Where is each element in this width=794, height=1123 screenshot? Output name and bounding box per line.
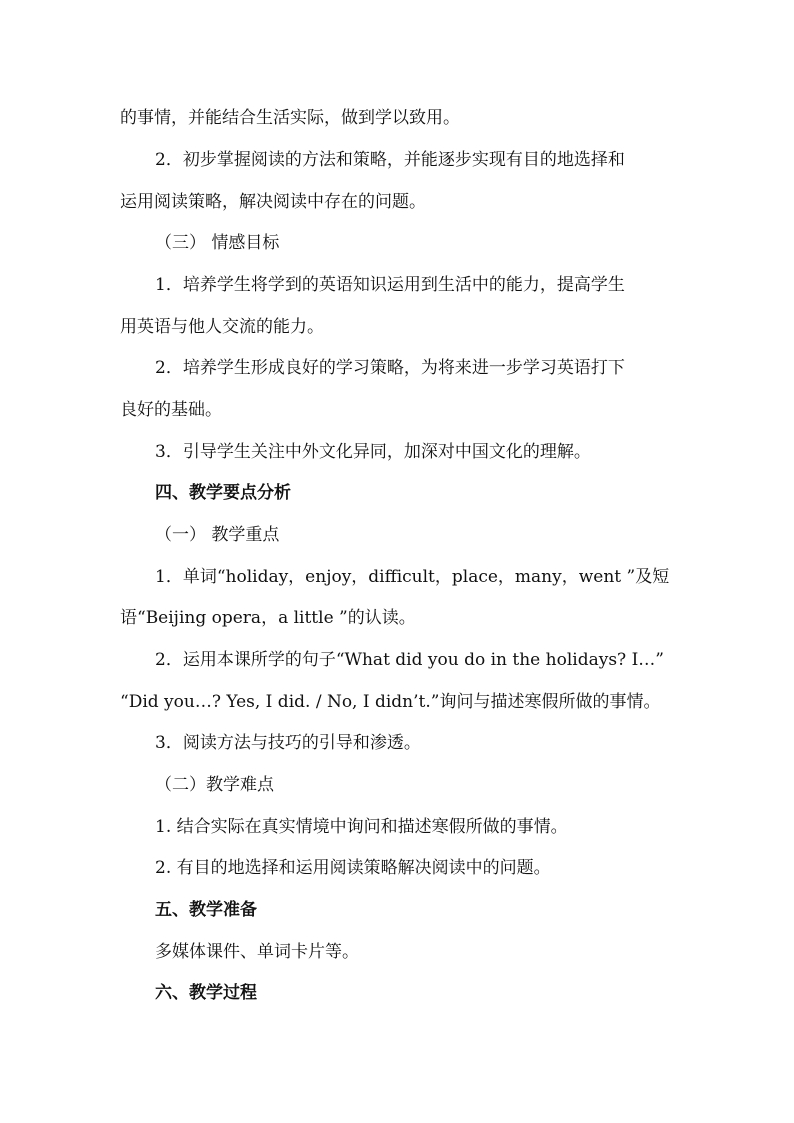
paragraph-line: 1．单词“holiday，enjoy，difficult，place，many，went ”及短 [155,567,670,587]
paragraph-line: 2．初步掌握阅读的方法和策略，并能逐步实现有目的地选择和 [155,150,625,170]
section-heading: 四、教学要点分析 [155,483,291,503]
paragraph-line: 运用阅读策略，解决阅读中存在的问题。 [120,192,426,212]
paragraph-line: 1. 结合实际在真实情境中询问和描述寒假所做的事情。 [155,817,568,837]
subsection-heading: （一） 教学重点 [155,525,280,545]
paragraph-line: 的事情，并能结合生活实际，做到学以致用。 [120,108,460,128]
paragraph-line: 2．运用本课所学的句子“What did you do in the holidays? I…” [155,650,664,670]
paragraph-line: 1．培养学生将学到的英语知识运用到生活中的能力，提高学生 [155,275,625,295]
paragraph-line: 良好的基础。 [120,400,222,420]
paragraph-line: “Did you…? Yes, I did. / No, I didn’t.”询问与描述寒假所做的事情。 [120,692,661,712]
section-heading: 六、教学过程 [155,983,257,1003]
paragraph-line: 2．培养学生形成良好的学习策略，为将来进一步学习英语打下 [155,358,625,378]
paragraph-line: 3．引导学生关注中外文化异同，加深对中国文化的理解。 [155,442,591,462]
section-heading: 五、教学准备 [155,900,257,920]
paragraph-line: 2. 有目的地选择和运用阅读策略解决阅读中的问题。 [155,858,551,878]
subsection-heading: （二）教学难点 [155,775,274,795]
paragraph-line: 3．阅读方法与技巧的引导和渗透。 [155,733,421,753]
paragraph-line: 语“Beijing opera，a little ”的认读。 [120,608,416,628]
paragraph-line: 多媒体课件、单词卡片等。 [155,942,359,962]
subsection-heading: （三） 情感目标 [155,233,280,253]
paragraph-line: 用英语与他人交流的能力。 [120,317,324,337]
